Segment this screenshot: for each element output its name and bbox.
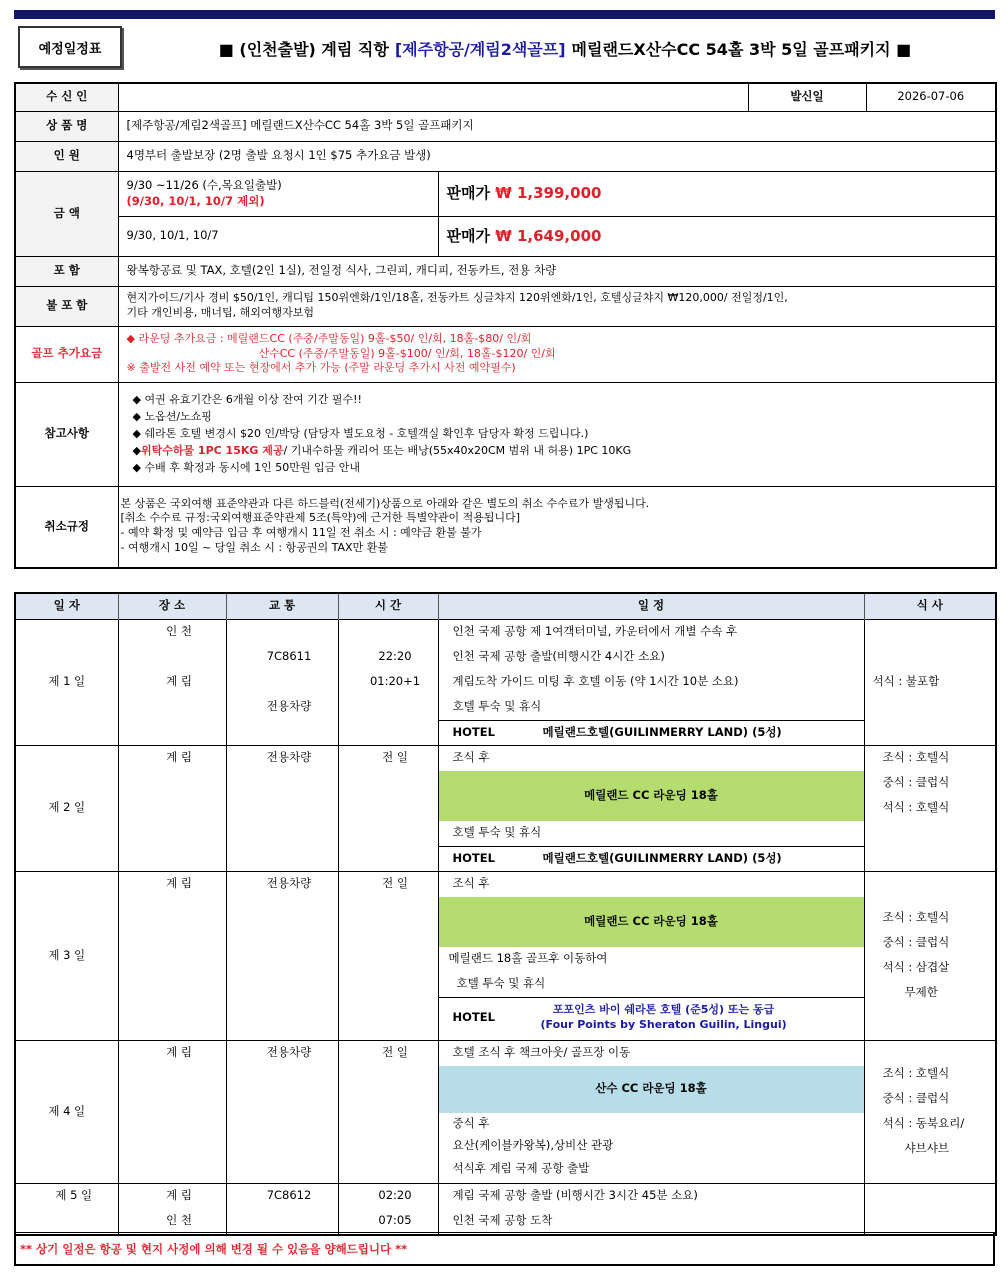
day4-vehicle: 전용차량	[266, 1045, 312, 1060]
day5-time1: 02:20	[378, 1188, 412, 1203]
schedule-table	[14, 592, 997, 1236]
day1-plan3: 계림도착 가이드 미팅 후 호텔 이동 (약 1시간 10분 소요)	[452, 674, 739, 689]
footer-disclaimer: ** 상기 일정은 항공 및 현지 사정에 의해 변경 될 수 있음을 양해드립니다 **	[14, 1232, 995, 1266]
page-title	[140, 26, 990, 70]
day4-meal-lunch: 중식 : 클럽식	[882, 1091, 950, 1106]
day4-meal-breakfast: 조식 : 호텔식	[882, 1066, 950, 1081]
notes-label: 참고사항	[15, 382, 118, 486]
day3-hotel-name1: 포포인츠 바이 쉐라톤 호텔 (준5성) 또는 동급	[552, 1003, 775, 1017]
day3-plan1: 조식 후	[452, 876, 490, 891]
day5-plan2: 인천 국제 공항 도착	[452, 1213, 553, 1228]
day1-hotel	[439, 720, 864, 745]
day4-plan4: 석식후 계림 국제 공항 출발	[452, 1160, 590, 1175]
day2-vehicle: 전용차량	[266, 750, 312, 765]
price2	[438, 216, 996, 256]
schedule-badge: 예정일정표	[18, 26, 122, 68]
day5-flight: 7C8612	[266, 1188, 312, 1203]
price1-dates: 9/30 ~11/26 (수,목요일출발)	[126, 177, 282, 192]
cancel-line1: 본 상품은 국외여행 표준약관과 다른 하드블럭(전세기)상품으로 아래와 같은 별도의 취소 수수료가 발생됩니다.	[120, 496, 650, 510]
cancel-line3: - 예약 확정 및 예약금 입금 후 여행개시 11일 전 취소 시 : 예약금 환불 불가	[120, 526, 482, 540]
day3-golf-round: 메릴랜드 CC 라운딩 18홀	[439, 897, 864, 947]
day1-time2: 01:20+1	[369, 674, 421, 689]
price2-amount: ₩ 1,649,000	[495, 226, 602, 245]
day1-flight: 7C8611	[266, 649, 312, 664]
day4-meal-dinner-note: 샤브샤브	[904, 1141, 949, 1156]
cancel-line2: [취소 수수료 규정:국외여행표준약관제 5조(특약)에 근거한 특별약관이 적용됩니다]	[120, 511, 521, 525]
day5-place1: 계 림	[166, 1188, 192, 1203]
price1-label: 판매가	[446, 184, 490, 203]
day2-label: 제 2 일	[15, 745, 118, 871]
day1-meal: 석식 : 불포함	[864, 619, 996, 745]
title-highlight: [제주항공/계림2색골프]	[394, 39, 566, 59]
people-label: 인 원	[15, 141, 118, 171]
day3-vehicle: 전용차량	[266, 876, 312, 891]
note-passport: ◆ 여권 유효기간은 6개월 이상 잔여 기간 필수!!	[132, 392, 362, 406]
day1-place2: 계 림	[166, 674, 192, 689]
day2-meal-dinner: 석식 : 호텔식	[882, 800, 950, 815]
day1-plan2: 인천 국제 공항 출발(비행시간 4시간 소요)	[452, 649, 665, 664]
day4-label: 제 4 일	[15, 1040, 118, 1183]
product-label: 상 품 명	[15, 111, 118, 141]
day3-plan3: 호텔 투숙 및 휴식	[456, 976, 546, 991]
day2-hotel	[439, 846, 864, 871]
day3-plan2: 메릴랜드 18홀 골프후 이동하여	[448, 951, 608, 966]
header-meal: 식 사	[864, 593, 996, 619]
note-deposit: ◆ 수배 후 확정과 동시에 1인 50만원 입금 안내	[132, 460, 360, 474]
recipient-label: 수 신 인	[15, 83, 118, 111]
golf-extra-line1: ◆ 라운딩 추가요금 : 메릴랜드CC (주중/주말동일) 9홀-$50/ 인/회, 18홀-$80/ 인/회	[126, 331, 532, 345]
day4-row	[15, 1040, 996, 1183]
excluded-label: 불 포 함	[15, 286, 118, 326]
note-sheraton: ◆ 쉐라톤 호텔 변경시 $20 인/박당 (담당자 별도요청 - 호텔객실 확인후 담당자 확정 드립니다.)	[132, 426, 589, 440]
day1-plan1: 인천 국제 공항 제 1여객터미널, 카운터에서 개별 수속 후	[452, 624, 738, 639]
day5-place2: 인 천	[166, 1213, 192, 1228]
day1-hotel-name: 메릴랜드호텔(GUILINMERRY LAND) (5성)	[542, 724, 782, 739]
day3-meal-dinner: 석식 : 삼겹살	[882, 960, 950, 975]
excluded-line2: 기타 개인비용, 매너팁, 해외여행자보험	[126, 306, 314, 319]
header-transport: 교 통	[226, 593, 338, 619]
day2-hotel-label: HOTEL	[452, 850, 495, 865]
info-table	[14, 82, 997, 569]
header-time: 시 간	[338, 593, 438, 619]
golf-extra-label: 골프 추가요금	[15, 326, 118, 382]
day1-label: 제 1 일	[15, 619, 118, 745]
day1-time1: 22:20	[378, 649, 412, 664]
day5-row	[15, 1183, 996, 1235]
day2-plan2: 호텔 투숙 및 휴식	[452, 825, 542, 840]
day3-row	[15, 871, 996, 1040]
note-luggage-prefix: ◆	[132, 443, 141, 457]
excluded-line1: 현지가이드/기사 경비 $50/1인, 캐디팁 150위엔화/1인/18홀, 전동카트 싱글챠지 120위엔화/1인, 호텔싱글챠지 ₩120,000/ 전일정/1인,	[126, 291, 788, 305]
day3-time: 전 일	[382, 876, 408, 891]
day3-meal-dinner-note: 무제한	[904, 985, 938, 1000]
price1-exclusions: (9/30, 10/1, 10/7 제외)	[126, 193, 265, 208]
day5-plan1: 계림 국제 공항 출발 (비행시간 3시간 45분 소요)	[452, 1188, 698, 1203]
day2-meal-breakfast: 조식 : 호텔식	[882, 750, 950, 765]
product-value: [제주항공/계림2색골프] 메릴랜드X산수CC 54홀 3박 5일 골프패키지	[118, 111, 996, 141]
schedule-header-row	[15, 593, 996, 619]
day4-plan1: 호텔 조식 후 책크아웃/ 골프장 이동	[452, 1045, 631, 1060]
day2-meal-lunch: 중식 : 클럽식	[882, 775, 950, 790]
day1-row	[15, 619, 996, 745]
price2-dates: 9/30, 10/1, 10/7	[118, 216, 438, 256]
day1-plan4: 호텔 투숙 및 휴식	[452, 699, 542, 714]
day5-time2: 07:05	[378, 1213, 412, 1228]
note-luggage-rest: / 기내수하물 캐리어 또는 배낭(55x40x20CM 범위 내 허용) 1PC 10KG	[283, 443, 632, 457]
day3-meal-breakfast: 조식 : 호텔식	[882, 910, 950, 925]
included-value: 왕복항공료 및 TAX, 호텔(2인 1실), 전일정 식사, 그린피, 캐디피, 전동카트, 전용 차량	[118, 256, 996, 286]
day2-golf-round: 메릴랜드 CC 라운딩 18홀	[439, 771, 864, 821]
day3-hotel-name2: (Four Points by Sheraton Guilin, Lingui)	[540, 1018, 787, 1031]
day4-time: 전 일	[382, 1045, 408, 1060]
day1-place1: 인 천	[166, 624, 192, 639]
day4-place: 계 림	[166, 1045, 192, 1060]
header-day: 일 자	[15, 593, 118, 619]
recipient-value	[118, 83, 748, 111]
price1-amount: ₩ 1,399,000	[495, 184, 602, 203]
top-banner-bar	[14, 10, 995, 19]
people-value: 4명부터 출발보장 (2명 출발 요청시 1인 $75 추가요금 발생)	[118, 141, 996, 171]
price-label: 금 액	[15, 171, 118, 256]
day2-time: 전 일	[382, 750, 408, 765]
golf-extra-line2: 산수CC (주중/주말동일) 9홀-$100/ 인/회, 18홀-$120/ 인/회	[258, 346, 556, 360]
day3-hotel	[439, 997, 864, 1039]
day5-label: 제 5 일	[55, 1188, 93, 1203]
golf-extra-line3: ※ 출발전 사전 예약 또는 현장에서 추가 가능 (주말 라운딩 추가시 사전 예약필수)	[126, 361, 516, 375]
price2-label: 판매가	[446, 226, 490, 245]
day4-plan3: 요산(케이블카왕복),상비산 관광	[452, 1137, 614, 1152]
sent-date-value: 2026-07-06	[866, 83, 996, 111]
included-label: 포 함	[15, 256, 118, 286]
day3-meal-lunch: 중식 : 클럽식	[882, 935, 950, 950]
day3-place: 계 림	[166, 876, 192, 891]
day5-meal	[864, 1183, 996, 1235]
title-suffix: 메릴랜드X산수CC 54홀 3박 5일 골프패키지 ■	[571, 39, 912, 59]
day1-vehicle: 전용차량	[266, 699, 312, 714]
day4-plan2: 중식 후	[452, 1115, 490, 1130]
day1-hotel-label: HOTEL	[452, 724, 495, 739]
day3-hotel-label: HOTEL	[452, 1010, 495, 1025]
day3-label: 제 3 일	[15, 871, 118, 1040]
header-plan: 일 정	[438, 593, 864, 619]
day2-plan1: 조식 후	[452, 750, 490, 765]
note-luggage-red: 위탁수하물 1PC 15KG 제공	[140, 443, 284, 457]
day2-row	[15, 745, 996, 871]
cancel-label: 취소규정	[15, 486, 118, 568]
day2-hotel-name: 메릴랜드호텔(GUILINMERRY LAND) (5성)	[542, 850, 782, 865]
note-no-option: ◆ 노옵션/노쇼핑	[132, 409, 212, 423]
day4-meal-dinner: 석식 : 동북요리/	[882, 1116, 965, 1131]
price1	[438, 171, 996, 216]
note-luggage	[133, 443, 988, 460]
day2-place: 계 림	[166, 750, 192, 765]
header-place: 장 소	[118, 593, 226, 619]
cancel-line4: - 여행개시 10일 ~ 당일 취소 시 : 항공권의 TAX만 환불	[120, 541, 388, 555]
sent-date-label: 발신일	[748, 83, 866, 111]
title-prefix: ■ (인천출발) 계림 직항	[218, 39, 389, 59]
day4-golf-round: 산수 CC 라운딩 18홀	[439, 1066, 864, 1113]
